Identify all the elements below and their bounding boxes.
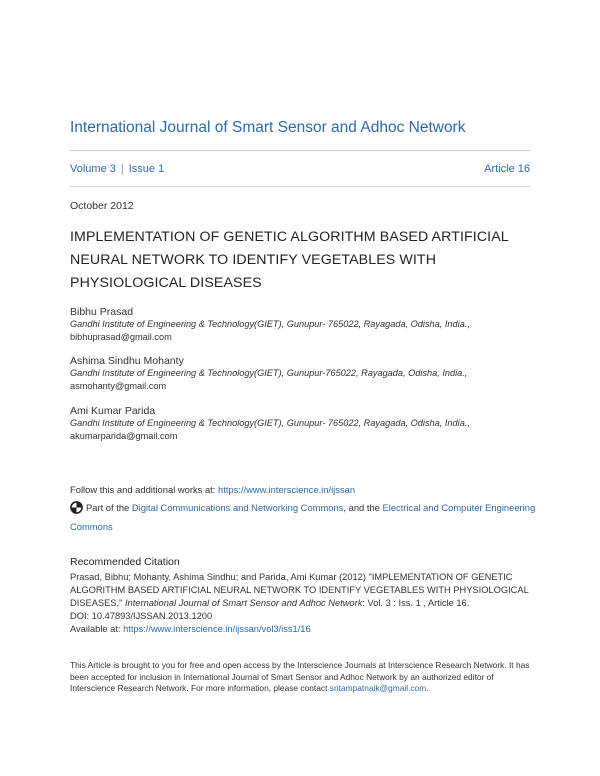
footer-text: This Article is brought to you for free and open access by the Interscience Journals at Interscience Research Network. It has been accepted for inclusion in International Journal of Smart Sensor and Adhoc Network by an authorized editor of Interscience Research Network. For more information, please contact bbox=[70, 660, 530, 693]
author-name: Bibhu Prasad bbox=[70, 306, 134, 318]
author-block bbox=[70, 306, 540, 344]
author-email: akumarparida@gmail.com bbox=[70, 431, 178, 441]
divider-top bbox=[70, 150, 530, 151]
author-name: Ashima Sindhu Mohanty bbox=[70, 355, 184, 367]
author-email: asmohanty@gmail.com bbox=[70, 381, 167, 391]
part-of-line bbox=[70, 500, 540, 535]
author-affiliation: Gandhi Institute of Engineering & Technology(GIET), Gunupur- 765022, Rayagada, Odisha, India., bbox=[70, 319, 470, 329]
contact-email-link[interactable]: sritampatnaik@gmail.com bbox=[329, 683, 427, 693]
citation-doi: DOI: 10.47893/IJSSAN.2013.1200 bbox=[70, 611, 213, 621]
author-block bbox=[70, 355, 540, 393]
article-link[interactable]: Article 16 bbox=[484, 163, 530, 175]
electrical-engineering-link[interactable]: Electrical and Computer Engineering Commons bbox=[70, 502, 536, 532]
recommended-citation-heading: Recommended Citation bbox=[70, 556, 180, 568]
author-email: bibhuprasad@gmail.com bbox=[70, 332, 172, 342]
digital-communications-link[interactable]: Digital Communications and Networking Commons bbox=[131, 502, 344, 513]
journal-meta-row bbox=[70, 163, 530, 175]
footer-notice bbox=[70, 660, 540, 695]
citation-volume: : Vol. 3 : Iss. 1 , Article 16. bbox=[362, 598, 470, 608]
commons-network-icon bbox=[70, 501, 83, 519]
follow-link[interactable]: https://www.interscience.in/ijssan bbox=[218, 484, 356, 495]
available-link[interactable]: https://www.interscience.in/ijssan/vol3/iss1/16 bbox=[123, 624, 311, 634]
separator: | bbox=[120, 163, 124, 175]
follow-line bbox=[70, 482, 355, 498]
available-prefix: Available at: bbox=[70, 624, 124, 634]
issue-link[interactable]: Issue 1 bbox=[128, 163, 165, 175]
follow-text: Follow this and additional works at: bbox=[70, 484, 218, 495]
author-name: Ami Kumar Parida bbox=[70, 405, 156, 417]
author-block bbox=[70, 405, 540, 443]
volume-link[interactable]: Volume 3 bbox=[70, 163, 116, 175]
author-affiliation: Gandhi Institute of Engineering & Technology(GIET), Gunupur- 765022, Rayagada, Odisha, India., bbox=[70, 418, 470, 428]
part-of-prefix: Part of the bbox=[86, 502, 132, 513]
citation-text: Prasad, Bibhu; Mohanty, Ashima Sindhu; and Parida, Ami Kumar (2012) "IMPLEMENTATION OF GENETIC ALGORITHM BASED ARTIFICIAL NEURAL NETWORK TO IDENTIFY VEGETABLES WITH PHYSIOLOGICAL DISEASES," bbox=[70, 572, 529, 608]
part-of-middle: , and the bbox=[343, 502, 383, 513]
author-affiliation: Gandhi Institute of Engineering & Technology(GIET), Gunupur-765022, Rayagada, Odisha, India., bbox=[70, 368, 468, 378]
citation-journal: International Journal of Smart Sensor and Adhoc Network bbox=[124, 598, 363, 608]
paper-title: IMPLEMENTATION OF GENETIC ALGORITHM BASED ARTIFICIAL NEURAL NETWORK TO IDENTIFY VEGETABLES WITH PHYSIOLOGICAL DISEASES bbox=[70, 229, 509, 291]
footer-end: . bbox=[426, 683, 429, 693]
citation-block bbox=[70, 571, 540, 636]
divider-bottom bbox=[70, 186, 530, 187]
journal-title[interactable]: International Journal of Smart Sensor and Adhoc Network bbox=[70, 119, 466, 136]
publication-date: October 2012 bbox=[70, 200, 134, 212]
